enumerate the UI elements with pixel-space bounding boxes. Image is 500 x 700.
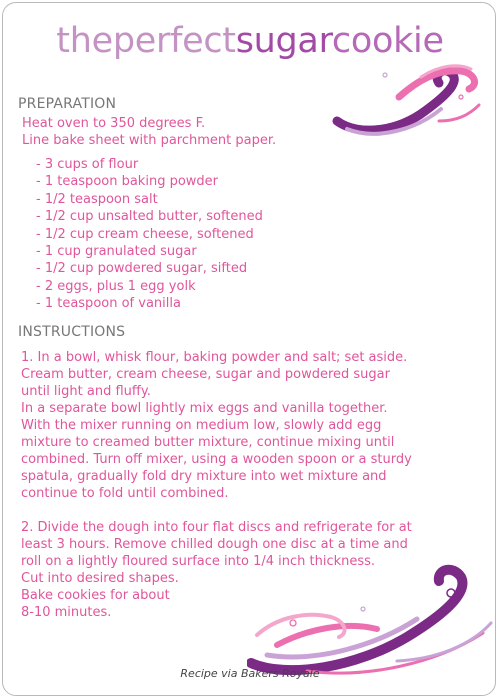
ingredient-item: - 3 cups of flour [36, 157, 139, 172]
instruction-line: least 3 hours. Remove chilled dough one disc at a time and [21, 537, 408, 552]
prep-line: Heat oven to 350 degrees F. [22, 116, 206, 131]
recipe-credit: Recipe via Bakers Royale [180, 667, 320, 680]
page-title [3, 19, 496, 63]
ingredient-item: - 1 teaspoon of vanilla [36, 296, 181, 312]
title-part-the: the [56, 21, 113, 61]
instruction-line: 8-10 minutes. [21, 605, 112, 620]
ingredient-item: - 2 eggs, plus 1 egg yolk [36, 278, 196, 294]
instruction-line: In a separate bowl lightly mix eggs and vanilla together. [21, 401, 388, 416]
swirl-ornament-bottom [247, 559, 496, 679]
ingredient-item: - 1/2 teaspoon salt [36, 191, 158, 207]
instruction-line: until light and fluffy. [21, 384, 151, 399]
paragraph-gap [21, 502, 481, 519]
instruction-line: continue to fold until combined. [21, 486, 229, 501]
title-part-cookie: cookie [331, 21, 444, 61]
preparation-steps [22, 115, 276, 149]
ingredient-item: - 1/2 cup powdered sugar, sifted [36, 261, 248, 277]
instruction-line: Cream butter, cream cheese, sugar and powdered sugar [21, 367, 390, 382]
instruction-line: 2. Divide the dough into four flat discs and refrigerate for at [21, 520, 412, 535]
preparation-heading: PREPARATION [18, 96, 117, 112]
ingredient-item: - 1/2 cup unsalted butter, softened [36, 209, 263, 225]
prep-line: Line bake sheet with parchment paper. [22, 133, 277, 148]
instruction-line: 1. In a bowl, whisk flour, baking powder and salt; set aside. [21, 350, 408, 365]
ingredient-list [36, 156, 263, 313]
instruction-line: combined. Turn off mixer, using a wooden spoon or a sturdy [21, 452, 412, 467]
title-part-sugar: sugar [235, 21, 332, 61]
instruction-line: mixture to creamed butter mixture, continue mixing until [21, 435, 395, 450]
ingredient-item: - 1 teaspoon baking powder [36, 174, 219, 190]
ingredient-item: - 1 cup granulated sugar [36, 244, 197, 260]
title-part-perfect: perfect [112, 21, 236, 61]
ingredient-item: - 1/2 cup cream cheese, softened [36, 226, 254, 242]
instruction-line: spatula, gradually fold dry mixture into wet mixture and [21, 469, 387, 484]
instruction-line: roll on a lightly floured surface into 1/4 inch thickness. [21, 554, 376, 569]
instruction-line: Bake cookies for about [21, 588, 170, 603]
recipe-card [2, 2, 496, 696]
swirl-ornament-top [329, 59, 489, 139]
instruction-line: Cut into desired shapes. [21, 571, 179, 586]
instruction-line: With the mixer running on medium low, slowly add egg [21, 418, 382, 433]
instructions-heading: INSTRUCTIONS [18, 324, 126, 340]
